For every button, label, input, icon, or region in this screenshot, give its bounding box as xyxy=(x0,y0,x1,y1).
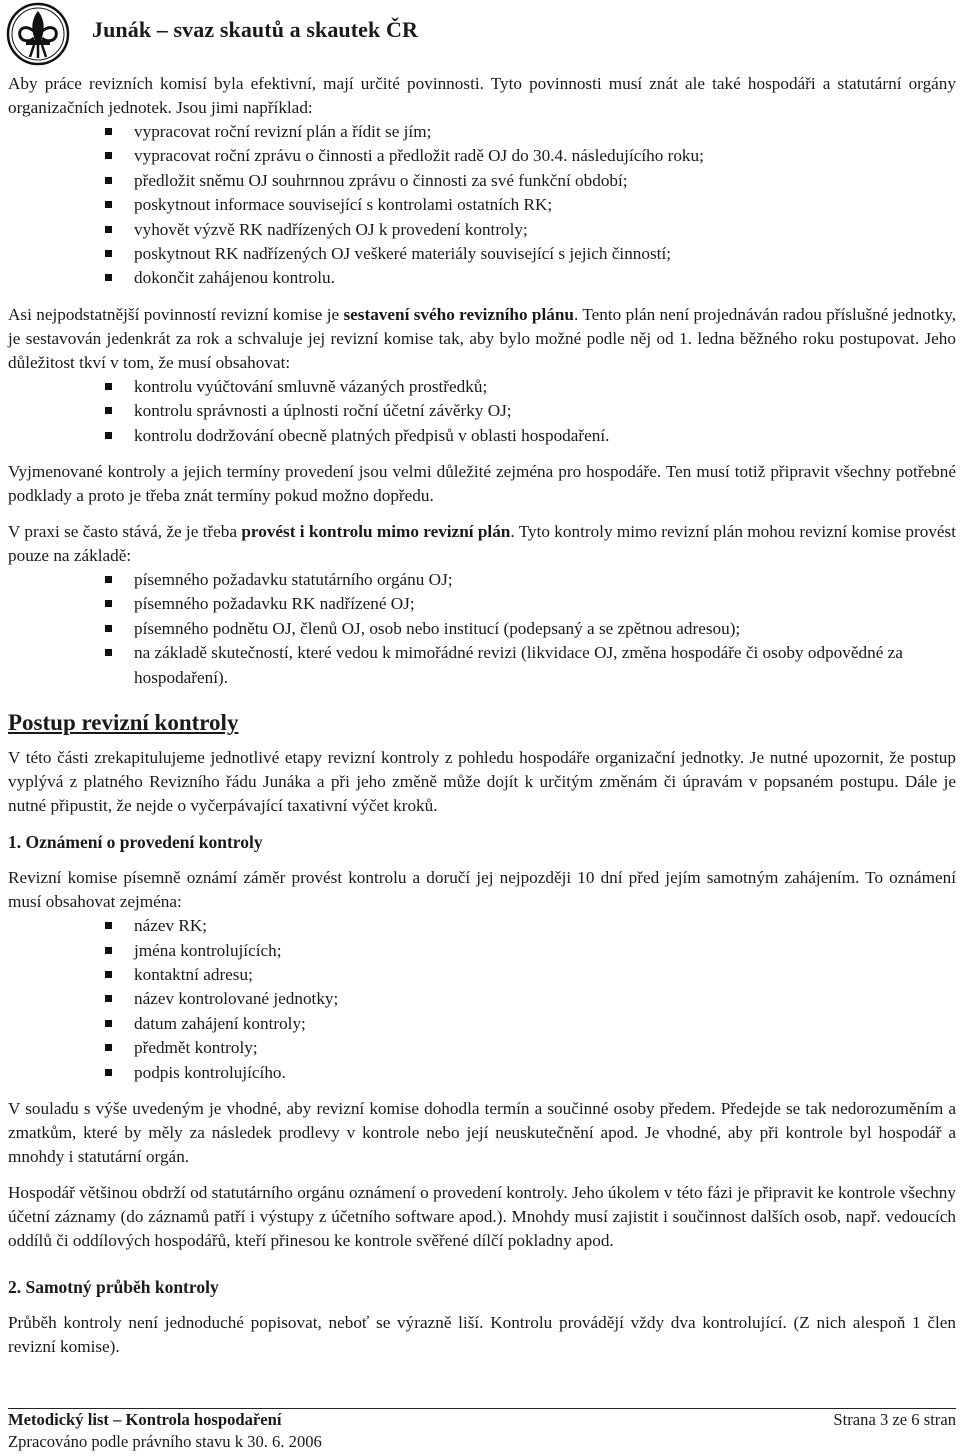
list-item-text: předložit sněmu OJ souhrnnou zprávu o činnosti za své funkční období; xyxy=(134,170,628,190)
list-item-text: písemného podnětu OJ, členů OJ, osob nebo institucí (podepsaný a se zpětnou adresou); xyxy=(134,618,741,638)
footer-document-title: Metodický list – Kontrola hospodaření xyxy=(8,1410,282,1429)
list-item-text: název kontrolované jednotky; xyxy=(134,989,339,1009)
list-item-text: na základě skutečností, které vedou k mimořádné revizi (likvidace OJ, změna hospodáře či osoby odpovědné za hospodaření). xyxy=(134,643,903,687)
list-item xyxy=(8,1036,956,1060)
footer-row-2 xyxy=(8,1431,956,1453)
list-item-text: jména kontrolujících; xyxy=(134,940,282,960)
list-item xyxy=(8,1012,956,1036)
section-intro-paragraph: V této části zrekapitulujeme jednotlivé etapy revizní kontroly z pohledu hospodáře organizační jednotky. Je nutné upozornit, že postup vyplývá z platného Revizního řádu Junáka a při jeho změně může dojít k určitým změnám či úpravám v popsaném postupu. Dále je nutné připustit, že nejde o vyčerpávající taxativní výčet kroků. xyxy=(8,748,956,816)
plan-paragraph xyxy=(8,303,956,375)
list-item xyxy=(8,617,956,641)
list-item-text: předmět kontroly; xyxy=(134,1038,258,1058)
footer-page-number: Strana 3 ze 6 stran xyxy=(833,1410,956,1429)
page-header xyxy=(0,0,960,68)
footer-row xyxy=(8,1409,956,1431)
step1-heading: 1. Oznámení o provedení kontroly xyxy=(8,832,263,853)
step1-paragraph-3: Hospodář většinou obdrží od statutárního orgánu oznámení o provedení kontroly. Jeho úkolem v této fázi je připravit ke kontrole všechny účetní záznamy (do záznamů patří i výstupy z účetního software apod.). Mnohdy musí zajistit i součinnost dalších osob, např. vedoucích oddílů či oddílových hospodářů, kteří přinesou ke kontrole svěřené dílčí pokladny apod. xyxy=(8,1182,956,1250)
intro-paragraph: Aby práce revizních komisí byla efektivní, mají určité povinnosti. Tyto povinnosti musí znát ale také hospodáři a statutární orgány organizačních jednotek. Jsou jimi například: xyxy=(8,74,956,117)
document-body xyxy=(8,72,956,1359)
step1-paragraph-2: V souladu s výše uvedeným je vhodné, aby revizní komise dohodla termín a součinné osoby předem. Předejde se tak nedorozuměním a zmatkům, které by měly za následek prodlevy v kontrole nebo její neuskutečnění apod. Je vhodné, aby při kontrole byl hospodář a mnohdy i statutární orgán. xyxy=(8,1098,956,1166)
section-heading: Postup revizní kontroly xyxy=(8,710,239,736)
list-item xyxy=(8,266,956,290)
outside-plan-basis-list xyxy=(8,568,956,690)
list-item xyxy=(8,424,956,448)
step1-paragraph: Revizní komise písemně oznámí záměr provést kontrolu a doručí jej nejpozději 10 dní před jejím samotným zahájením. To oznámení musí obsahovat zejména: xyxy=(8,868,956,912)
footer-legal-note: Zpracováno podle právního stavu k 30. 6. 2006 xyxy=(8,1432,322,1451)
list-item-text: kontrolu správnosti a úplnosti roční účetní závěrky OJ; xyxy=(134,401,512,421)
outside-text-post: . Tyto kontroly mimo revizní plán mohou revizní komise provést pouze na základě: xyxy=(8,522,957,566)
list-item xyxy=(8,193,956,217)
list-item-text: poskytnout informace související s kontrolami ostatních RK; xyxy=(134,195,553,215)
page-footer xyxy=(8,1408,956,1453)
list-item xyxy=(8,120,956,144)
list-item-text: poskytnout RK nadřízených OJ veškeré materiály související s jejich činností; xyxy=(134,244,671,264)
scout-lily-logo-icon xyxy=(4,2,72,66)
list-item xyxy=(8,568,956,592)
list-item xyxy=(8,144,956,168)
list-item-text: vyhovět výzvě RK nadřízených OJ k provedení kontroly; xyxy=(134,219,528,239)
list-item-text: datum zahájení kontroly; xyxy=(134,1013,306,1033)
list-item-text: kontrolu dodržování obecně platných předpisů v oblasti hospodaření. xyxy=(134,425,610,445)
list-item xyxy=(8,914,956,938)
list-item-text: dokončit zahájenou kontrolu. xyxy=(134,268,335,288)
list-item-text: kontrolu vyúčtování smluvně vázaných prostředků; xyxy=(134,376,488,396)
plan-text-bold: sestavení svého revizního plánu xyxy=(343,304,574,324)
outside-plan-paragraph xyxy=(8,520,956,568)
list-item-text: kontaktní adresu; xyxy=(134,964,253,984)
list-item-text: vypracovat roční revizní plán a řídit se jím; xyxy=(134,122,432,141)
step2-paragraph: Průběh kontroly není jednoduché popisovat, neboť se výrazně liší. Kontrolu provádějí vždy dva kontrolující. (Z nich alespoň 1 člen revizní komise). xyxy=(8,1312,956,1356)
list-item xyxy=(8,399,956,423)
terms-paragraph: Vyjmenované kontroly a jejich termíny provedení jsou velmi důležité zejména pro hospodáře. Ten musí totiž připravit všechny potřebné podklady a proto je třeba znát termíny pokud možno dopředu. xyxy=(8,462,956,506)
plan-text-pre: Asi nejpodstatnější povinností revizní komise je xyxy=(8,304,344,324)
list-item xyxy=(8,169,956,193)
list-item xyxy=(8,641,956,690)
list-item xyxy=(8,963,956,987)
outside-text-bold: provést i kontrolu mimo revizní plán xyxy=(241,522,511,542)
list-item-text: vypracovat roční zprávu o činnosti a předložit radě OJ do 30.4. následujícího roku; xyxy=(134,146,704,166)
list-item xyxy=(8,375,956,399)
list-item xyxy=(8,939,956,963)
list-item-text: název RK; xyxy=(134,916,208,936)
organization-title: Junák – svaz skautů a skautek ČR xyxy=(92,17,418,42)
plan-contents-list xyxy=(8,375,956,448)
list-item xyxy=(8,242,956,266)
step2-heading: 2. Samotný průběh kontroly xyxy=(8,1276,219,1297)
list-item-text: písemného požadavku RK nadřízené OJ; xyxy=(134,594,415,614)
list-item xyxy=(8,987,956,1011)
list-item-text: písemného požadavku statutárního orgánu OJ; xyxy=(134,570,453,590)
notice-contents-list xyxy=(8,914,956,1085)
plan-text-post: . Tento plán není projednáván radou příslušné jednotky, je sestavován jedenkrát za rok a schvaluje jej revizní komise tak, aby bylo možné podle něj od 1. ledna běžného roku postupovat. Jeho důležitost tkví v tom, že musí obsahovat: xyxy=(8,304,957,372)
list-item-text: podpis kontrolujícího. xyxy=(134,1062,286,1082)
intro-duties-list xyxy=(8,120,956,291)
list-item xyxy=(8,1061,956,1085)
list-item xyxy=(8,218,956,242)
outside-text-pre: V praxi se často stává, že je třeba xyxy=(8,522,242,542)
list-item xyxy=(8,592,956,616)
